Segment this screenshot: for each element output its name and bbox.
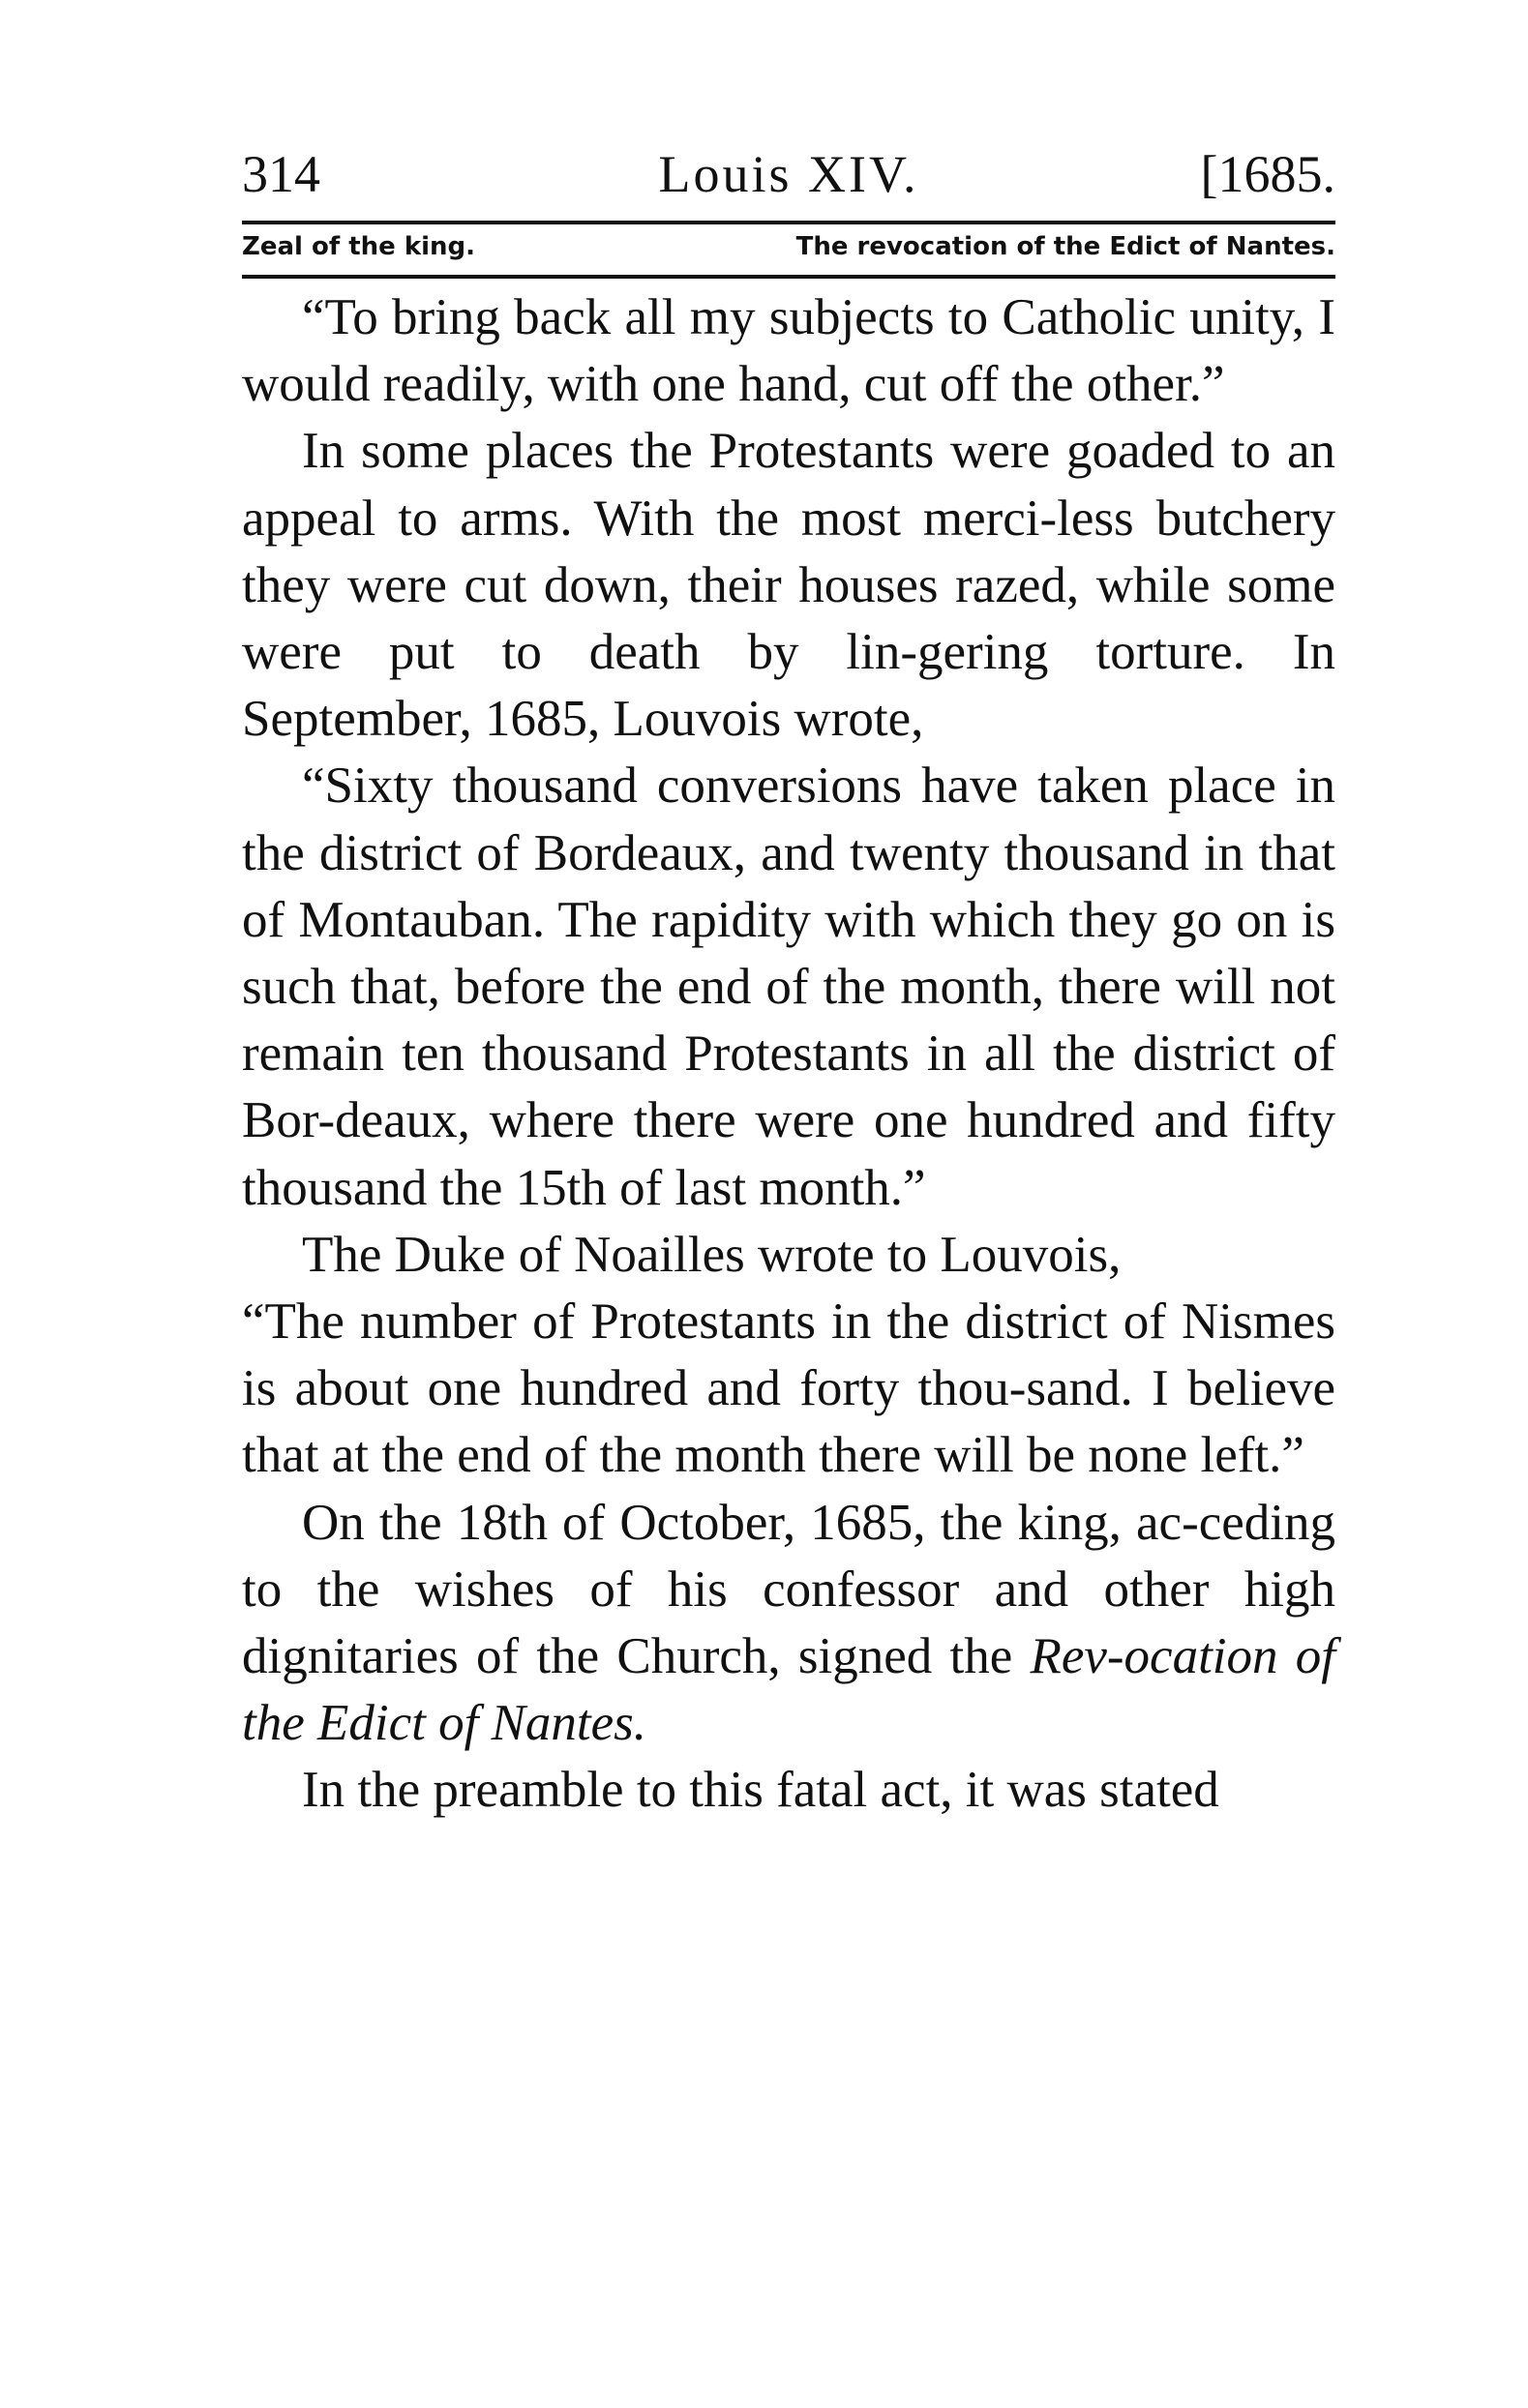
paragraph xyxy=(242,1490,1335,1758)
paragraph: “Sixty thousand conversions have taken place in the district of Bordeaux, and twenty thousand in that of Montauban. The rapidity with which they go on is such that, before the end of the month, there will not remain ten thousand Protestants in all the district of Bor-deaux, where there were one hundred and fifty thousand the 15th of last month.” xyxy=(242,758,1335,1216)
running-year: [1685. xyxy=(1200,145,1335,203)
paragraph: “To bring back all my subjects to Catholic unity, I would readily, with one hand, cut off the other.” xyxy=(242,289,1335,413)
body-text xyxy=(242,284,1335,1825)
paragraph: “The number of Protestants in the district of Nismes is about one hundred and forty thou-sand. I believe that at the end of the month there will be none left.” xyxy=(242,1293,1335,1484)
subhead-rule xyxy=(242,275,1335,279)
paragraph: In some places the Protestants were goaded to an appeal to arms. With the most merci-less butchery they were cut down, their houses razed, while some were put to death by lin-gering torture. In September, 1685, Louvois wrote, xyxy=(242,423,1335,748)
subhead-right: The revocation of the Edict of Nantes. xyxy=(795,232,1335,261)
paragraph-text: On the 18th of October, 1685, the king, ac-ceding to the wishes of his confessor and other high dignitaries of the Church, signed the xyxy=(242,1494,1335,1685)
paragraph: In the preamble to this fatal act, it was stated xyxy=(302,1762,1219,1819)
page-number: 314 xyxy=(242,145,320,203)
paragraph: The Duke of Noailles wrote to Louvois, xyxy=(302,1226,1122,1283)
running-title: Louis XIV. xyxy=(658,145,919,203)
subhead-left: Zeal of the king. xyxy=(242,232,476,261)
book-page xyxy=(242,135,1335,1825)
running-head xyxy=(242,135,1335,213)
marginal-subhead xyxy=(242,224,1335,269)
italic-title: Rev-ocation of the Edict of Nantes. xyxy=(242,1628,1335,1752)
